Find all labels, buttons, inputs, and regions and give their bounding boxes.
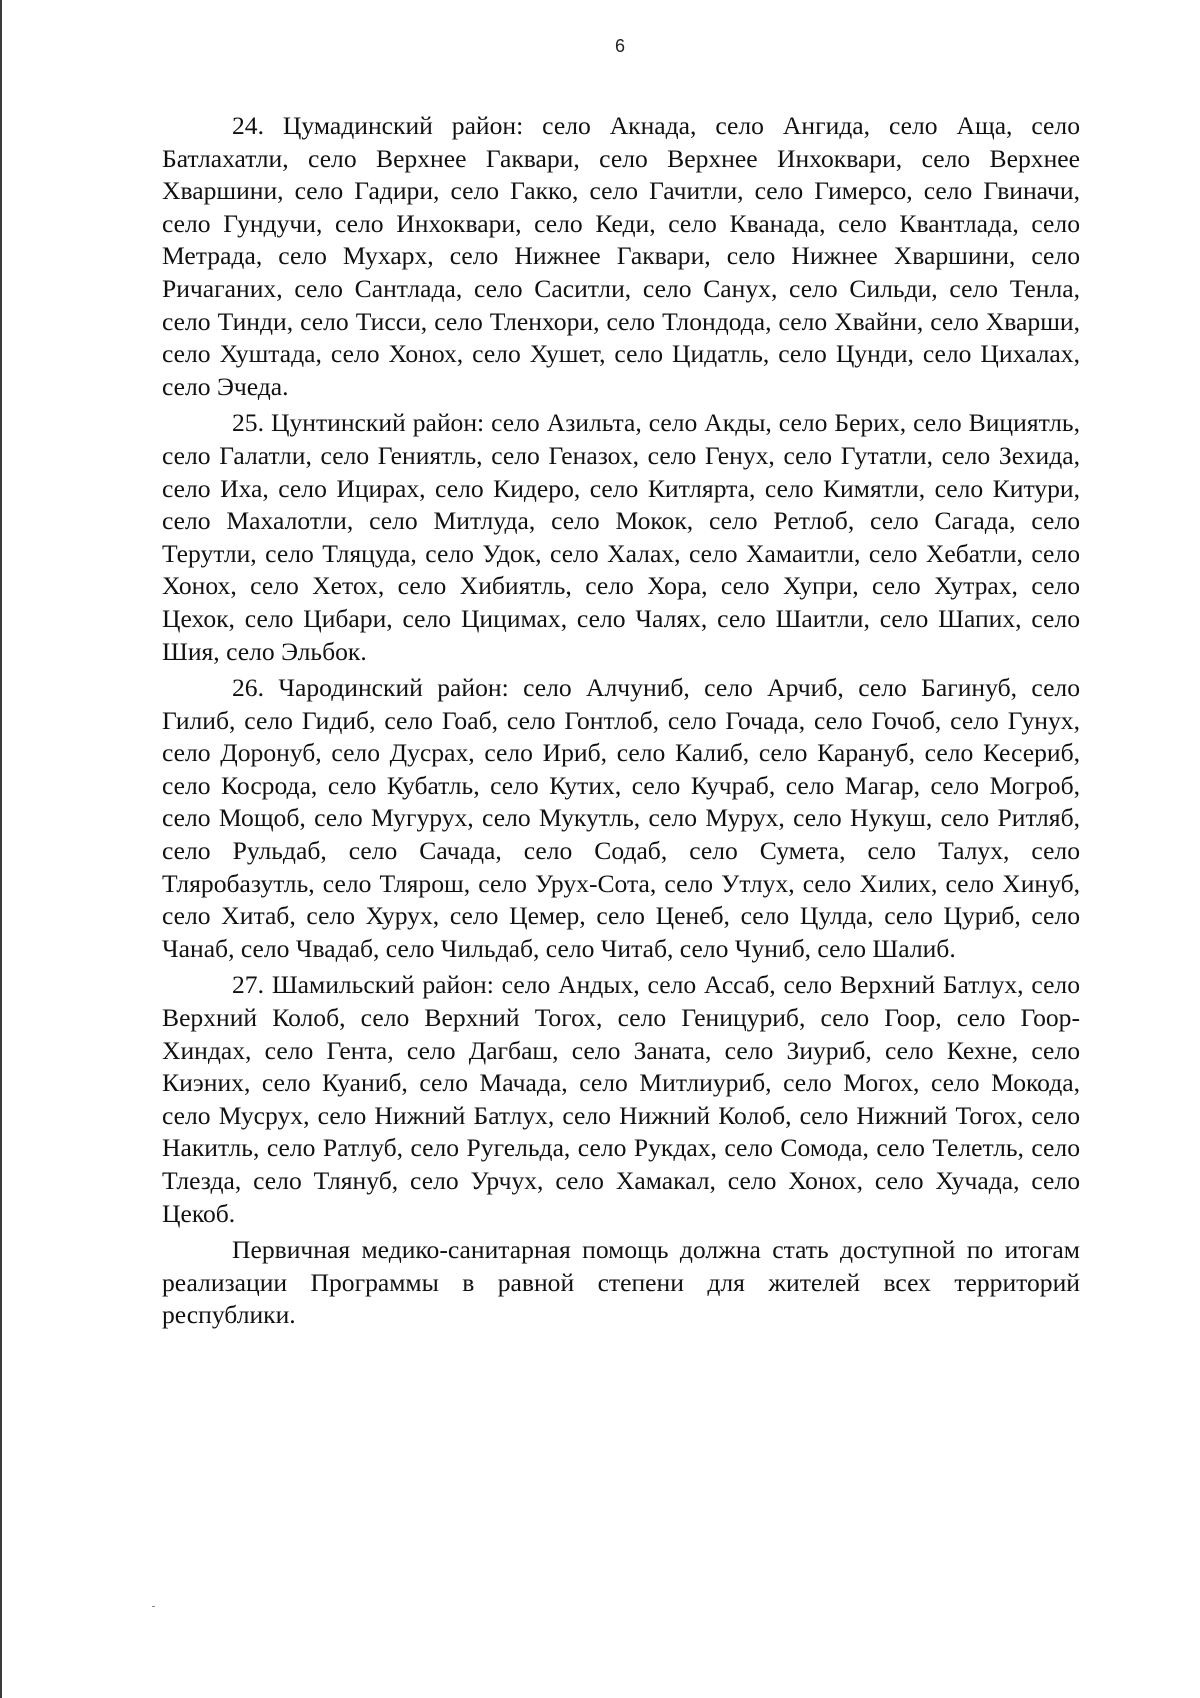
page-number: 6	[614, 36, 625, 56]
paragraph-tsuntinsky-district: 25. Цунтинский район: село Азильта, село Акды, село Берих, село Вициятль, село Галатли, село Гениятль, село Геназох, село Генух, село Гутатли, село Зехида, село Иха, село Ицирах, село Кидеро, село Китлярта, село Кимятли, село Китури, село Махалотли, село Митлуда, село Мокок, село Ретлоб, село Сагада, село Терутли, село Тляцуда, село Удок, село Халах, село Хамаитли, село Хебатли, село Хонох, село Хетох, село Хибиятль, село Хора, село Хупри, село Хутрах, село Цехок, село Цибари, село Цицимах, село Чалях, село Шаитли, село Шапих, село Шия, село Эльбок.	[162, 408, 1080, 666]
paragraph-charodinsky-district: 26. Чародинский район: село Алчуниб, село Арчиб, село Багинуб, село Гилиб, село Гидиб, село Гоаб, село Гонтлоб, село Гочада, село Гочоб, село Гунух, село Доронуб, село Дусрах, село Ириб, село Калиб, село Карануб, село Кесериб, село Косрода, село Кубатль, село Кутих, село Кучраб, село Магар, село Могроб, село Мощоб, село Мугурух, село Мукутль, село Мурух, село Нукуш, село Ритляб, село Рульдаб, село Сачада, село Содаб, село Сумета, село Талух, село Тляробазутль, село Тлярош, село Урух-Сота, село Утлух, село Хилих, село Хинуб, село Хитаб, село Хурух, село Цемер, село Ценеб, село Цулда, село Цуриб, село Чанаб, село Чвадаб, село Чильдаб, село Читаб, село Чуниб, село Шалиб.	[162, 673, 1080, 963]
paragraph-tsumadinsky-district: 24. Цумадинский район: село Акнада, село Ангида, село Аща, село Батлахатли, село Верхнее Гаквари, село Верхнее Инхоквари, село Верхнее Хваршини, село Гадири, село Гакко, село Гачитли, село Гимерсо, село Гвиначи, село Гундучи, село Инхоквари, село Кеди, село Кванада, село Квантлада, село Метрада, село Мухарх, село Нижнее Гаквари, село Нижнее Хваршини, село Ричаганих, село Сантлада, село Саситли, село Санух, село Сильди, село Тенла, село Тинди, село Тисси, село Тленхори, село Тлондода, село Хвайни, село Хварши, село Хуштада, село Хонох, село Хушет, село Цидатль, село Цунди, село Цихалах, село Эчеда.	[162, 111, 1080, 401]
scan-artifact	[152, 1606, 155, 1607]
paragraph-shamilsky-district: 27. Шамильский район: село Андых, село Ассаб, село Верхний Батлух, село Верхний Колоб, село Верхний Тогох, село Геницуриб, село Гоор, село Гоор-Хиндах, село Гента, село Дагбаш, село Заната, село Зиуриб, село Кехне, село Киэних, село Куаниб, село Мачада, село Митлиуриб, село Могох, село Мокода, село Мусрух, село Нижний Батлух, село Нижний Колоб, село Нижний Тогох, село Накитль, село Ратлуб, село Ругельда, село Рукдах, село Сомода, село Телетль, село Тлезда, село Тлянуб, село Урчух, село Хамакал, село Хонох, село Хучада, село Цекоб.	[162, 970, 1080, 1228]
scan-edge	[0, 0, 2, 1698]
paragraph-conclusion: Первичная медико-санитарная помощь должна стать доступной по итогам реализации Программы в равной степени для жителей всех территорий республики.	[162, 1235, 1080, 1330]
document-body	[162, 110, 1080, 1332]
